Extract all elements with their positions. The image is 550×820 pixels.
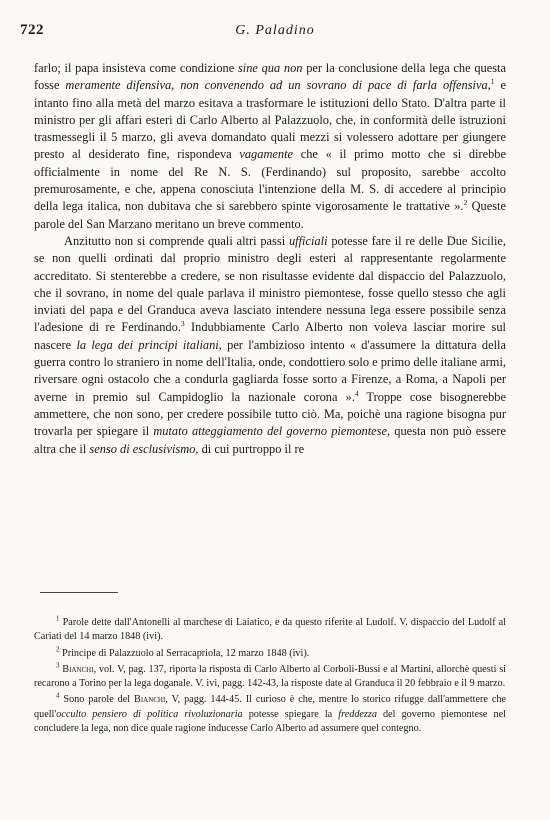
paragraph-2: Anzitutto non si comprende quali altri passi ufficiali potesse fare il re delle Due Sicilie, se non quelli ordinati dal proprio ministro degli esteri al rappresentante regolarmente accreditato. Si stenterebbe a credere, se non risultasse evidente dal dispaccio del Palazzuolo, che il sovrano, in nome del quale parlava il ministro piemontese, fosse quello stesso che agli inviati del papa e del Granduca aveva lasciato intendere nessuna lega essere possibile senza l'adesione di re Ferdinando.$^3$ Indubbiamente Carlo Alberto non voleva lasciar morire sul nascere la lega dei principi italiani, per l'ambizioso intento « d'assumere la dittatura della guerra contro lo straniero in nome dell'Italia, onde, condottiero solo e primo delle italiane armi, riversare ogni ostacolo che a condurla gagliarda fosse sorto a Firenze, a Roma, a Napoli per averne in premio sul Campidoglio la nazionale corona ».$^4$ Troppe cose bisognerebbe ammettere, che non sono, per credere possibile tutto ciò. Ma, poichè una ragione bisogna pur trovarla per spiegare il mutato atteggiamento del governo piemontese, questa non può essere altra che il senso di esclusivismo, di cui purtroppo il re: [34, 233, 506, 456]
footnote-ref-2[interactable]: 2: [463, 198, 468, 208]
main-text: [34, 60, 506, 458]
page-header: [20, 22, 530, 46]
footnote-2: $^2$ Principe di Palazzuolo al Serracapriola, 12 marzo 1848 (ivi).: [56, 645, 310, 659]
footnote-ref-4[interactable]: 4: [354, 388, 359, 398]
paragraph-1: farlo; il papa insisteva come condizione sine qua non per la conclusione della lega che questa fosse meramente difensiva, non convenendo ad un sovrano di pace di farla offensiva,$^1$ e intanto fino alla metà del marzo esitava a trasformare le istituzioni dello Stato. D'altra parte il ministro per gli affari esteri di Carlo Alberto al Palazzuolo, che, in conformità delle istruzioni trasmessegli il 5 marzo, gli aveva domandato quali mezzi si volessero adottare per giungere presto al desiderato fine, rispondeva vagamente che « il primo motto che si direbbe officialmente in nome del Re N. S. (Ferdinando) sul proposito, sarebbe accolto premurosamente, e che, appena conosciuta l'intenzione della M. S. di accedere al principio della lega italica, non dubitava che si sarebbero spinte vigorosamente le trattative ».$^2$ Queste parole del San Marzano meritano un breve commento.: [34, 61, 507, 231]
page-number: 722: [20, 22, 44, 38]
footnotes: [34, 616, 506, 738]
footnote-3: $^3$ Bianchi, vol. V, pag. 137, riporta la risposta di Carlo Alberto al Corboli-Bussi e al Martini, allorchè questi si recarono a Torino per la lega doganale. V. ivi, pagg. 142-43, la risposte date al Granduca il 20 febbraio e il 9 marzo.: [34, 661, 506, 690]
running-head: G. Paladino: [235, 23, 315, 38]
footnote-rule: [40, 592, 118, 593]
footnote-ref-1[interactable]: 1: [490, 77, 495, 87]
footnote-ref-3[interactable]: 3: [180, 319, 185, 329]
footnote-1: $^1$ Parole dette dall'Antonelli al marchese di Laiatico, e da questo riferite al Ludolf. V. dispaccio del Ludolf al Cariati del 14 marzo 1848 (ivi).: [34, 614, 506, 643]
footnote-4: $^4$ Sono parole del Bianchi, V, pagg. 144-45. Il curioso è che, mentre lo storico rifugge dall'ammettere che quell'occulto pensiero di politica rivoluzionaria potesse spiegare la freddezza del governo piemontese nel concludere la lega, non dice quale ragione inducesse Carlo Alberto ad assumere quel contegno.: [34, 692, 506, 735]
